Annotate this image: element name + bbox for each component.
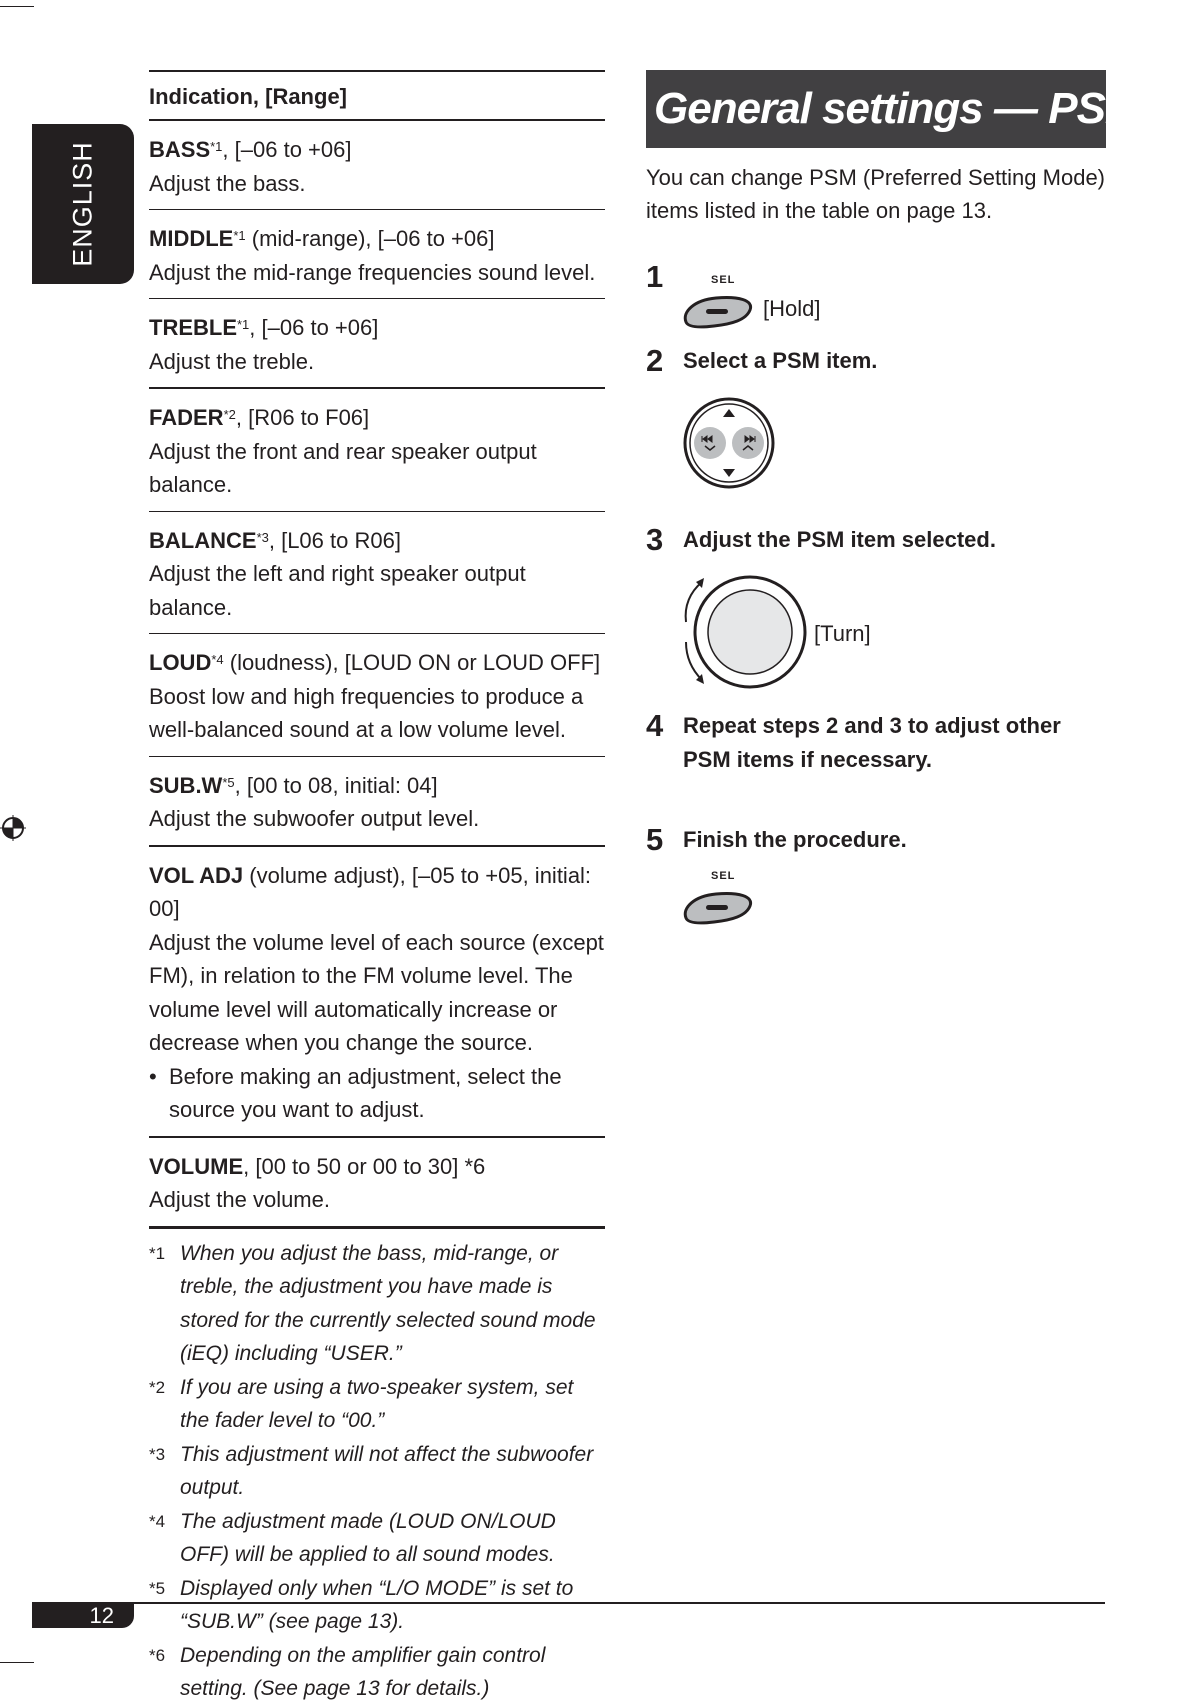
- footnote-text: The adjustment made (LOUD ON/LOUD OFF) will be applied to all sound modes.: [180, 1509, 556, 1566]
- description: well-balanced sound at a low volume level.: [149, 717, 567, 742]
- term: SUB.W: [149, 772, 223, 798]
- step-number: 3: [646, 522, 664, 557]
- table-row-bass: [149, 121, 605, 210]
- footnote-ref: *1: [210, 139, 223, 154]
- step-text: Adjust the PSM item selected.: [683, 527, 996, 552]
- footnote-text: If you are using a two-speaker system, set the fader level to “00.”: [180, 1375, 574, 1432]
- footnote-mark: *3: [149, 1444, 166, 1464]
- description: Adjust the front and rear speaker output balance.: [149, 438, 537, 497]
- range: , [00 to 50 or 00 to 30] *6: [243, 1153, 486, 1179]
- language-tab: [32, 124, 134, 284]
- footer-rule: [32, 1602, 1105, 1604]
- sel-button-icon: [680, 888, 754, 926]
- table-row-balance: [149, 512, 605, 635]
- bullet-icon: •: [149, 1063, 157, 1089]
- volume-knob-icon: [680, 570, 808, 694]
- footnote-ref: *1: [237, 317, 250, 332]
- range: , [–06 to +06]: [222, 137, 352, 162]
- page-number-tab: [32, 1604, 134, 1628]
- range: (volume adjust), [–05 to +05, initial: 00]: [149, 862, 592, 921]
- language-label: ENGLISH: [67, 141, 98, 267]
- footnote-text: Depending on the amplifier gain control setting. (See page 13 for details.): [180, 1643, 546, 1700]
- footnotes: [149, 1229, 605, 1706]
- range: , [00 to 08, initial: 04]: [234, 772, 438, 798]
- footnote: [149, 1505, 605, 1572]
- description: Boost low and high frequencies to produce a: [149, 683, 584, 709]
- section-intro: You can change PSM (Preferred Setting Mode) items listed in the table on page 13.: [646, 165, 1106, 223]
- section-title: General settings — PSM: [654, 84, 1141, 133]
- range: , [–06 to +06]: [249, 315, 379, 340]
- sel-button-label: SEL: [711, 274, 736, 286]
- footnote: [149, 1639, 605, 1706]
- step-number: 1: [646, 259, 664, 294]
- term: FADER: [149, 405, 224, 430]
- footnote-ref: *1: [233, 228, 246, 243]
- step-text: Select a PSM item.: [683, 348, 878, 373]
- term: VOLUME: [149, 1153, 244, 1179]
- bullet-item: [149, 1060, 605, 1127]
- footnote: [149, 1438, 605, 1505]
- footnote-ref: *5: [222, 774, 235, 790]
- range: (mid-range), [–06 to +06]: [245, 226, 495, 251]
- footnote: [149, 1237, 605, 1371]
- step-text: Finish the procedure.: [683, 827, 907, 852]
- term: MIDDLE: [149, 226, 234, 251]
- term: BASS: [149, 137, 211, 162]
- crop-mark-bottom-left: [0, 1662, 34, 1663]
- settings-table: [149, 70, 605, 1706]
- table-row-fader: [149, 389, 605, 512]
- footnote: [149, 1371, 605, 1438]
- table-row-treble: [149, 299, 605, 389]
- footnote-text: This adjustment will not affect the subwoofer output.: [180, 1442, 594, 1499]
- sel-button-label: SEL: [711, 870, 736, 882]
- footnote-mark: *6: [149, 1645, 166, 1665]
- page-number: 12: [89, 1603, 114, 1628]
- footnote-ref: *2: [223, 407, 236, 422]
- bullet-text: Before making an adjustment, select the source you want to adjust.: [169, 1063, 562, 1122]
- table-row-middle: [149, 210, 605, 299]
- crop-mark-top-left: [0, 6, 34, 7]
- sel-button-icon: [680, 292, 754, 330]
- step-3-action: [Turn]: [814, 621, 871, 646]
- description: Adjust the volume.: [149, 1187, 330, 1212]
- description: Adjust the treble.: [149, 348, 315, 374]
- term: VOL ADJ: [149, 862, 244, 888]
- term: BALANCE: [149, 527, 257, 553]
- footnote-text: When you adjust the bass, mid-range, or treble, the adjustment you have made is stored for the currently selected sound mode (iEQ) including “USER.”: [180, 1241, 596, 1365]
- footnote-mark: *5: [149, 1578, 166, 1598]
- range: , [L06 to R06]: [268, 527, 401, 553]
- footnote-mark: *1: [149, 1243, 166, 1263]
- table-row-loud: [149, 634, 605, 757]
- description: Adjust the volume level of each source (except FM), in relation to the FM volume level. The volume level will automatically increase or decrease when you change the source.: [149, 929, 604, 1055]
- table-row-vol-adj: [149, 847, 605, 1138]
- description: Adjust the subwoofer output level.: [149, 806, 480, 831]
- registration-mark-icon: [0, 815, 26, 841]
- footnote-mark: *4: [149, 1511, 166, 1531]
- footnote-text: Displayed only when “L/O MODE” is set to “SUB.W” (see page 13).: [180, 1576, 574, 1633]
- control-dial-icon: [682, 396, 776, 490]
- section-title-bar: [646, 70, 1141, 148]
- step-number: 2: [646, 343, 664, 378]
- table-header: Indication, [Range]: [149, 70, 605, 121]
- footnote-ref: *4: [211, 652, 224, 667]
- term: TREBLE: [149, 315, 237, 340]
- step-text: Repeat steps 2 and 3 to adjust other PSM items if necessary.: [683, 713, 1061, 772]
- description: Adjust the mid-range frequencies sound level.: [149, 259, 596, 285]
- table-row-subw: [149, 757, 605, 847]
- table-row-volume: [149, 1138, 605, 1229]
- psm-section: [646, 70, 1141, 882]
- range: (loudness), [LOUD ON or LOUD OFF]: [223, 650, 601, 675]
- footnote-ref: *3: [256, 529, 269, 545]
- description: Adjust the left and right speaker output balance.: [149, 561, 526, 620]
- step-number: 5: [646, 822, 664, 857]
- footnote-mark: *2: [149, 1377, 166, 1397]
- term: LOUD: [149, 650, 212, 675]
- step-1-action: [Hold]: [763, 296, 821, 321]
- footnote: [149, 1572, 605, 1639]
- range: , [R06 to F06]: [235, 405, 370, 430]
- description: Adjust the bass.: [149, 170, 306, 196]
- step-number: 4: [646, 708, 664, 743]
